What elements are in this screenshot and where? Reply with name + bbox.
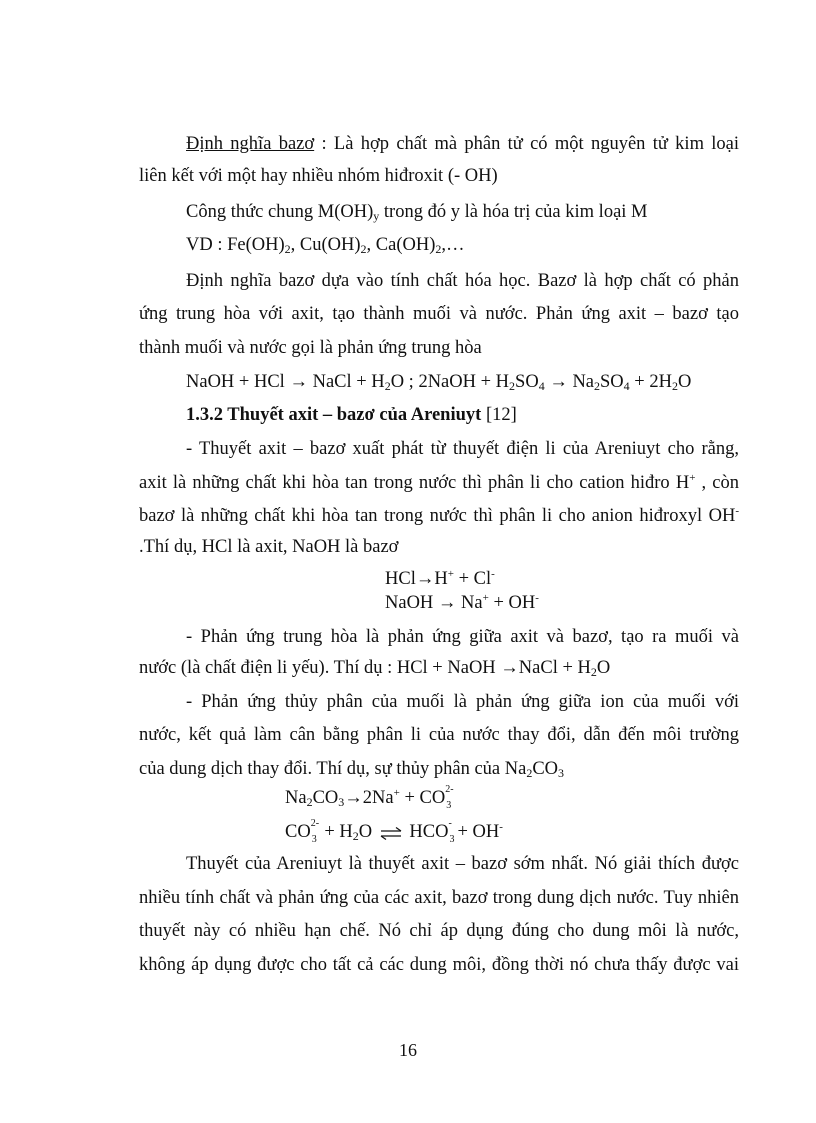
hcl-dissociation-equation: HCl→H+ + Cl- bbox=[385, 568, 495, 589]
example-line: VD : $Fe(OH)_2$, $Cu(OH)_2$, $Ca(OH)_2,\dots$ bbox=[186, 235, 465, 256]
theory-line-2: axit là những chất khi hòa tan trong nước thì phân li cho cation hiđro H+ , còn bbox=[139, 472, 739, 493]
arrow-icon: → bbox=[437, 593, 457, 613]
definition-line-2: liên kết với một hay nhiều nhóm hiđroxit (- OH) bbox=[139, 166, 498, 186]
neutral-line-2: nước (là chất điện li yếu). Thí dụ : HCl + NaOH →NaCl + $H_2O$ bbox=[139, 658, 611, 679]
naoh-dissociation-equation: NaOH → Na+ + OH- bbox=[385, 592, 539, 613]
conclusion-line-4: không áp dụng được cho tất cả các dung môi, đồng thời nó chưa thấy được vai bbox=[139, 955, 739, 975]
carbonate-hydrolysis-equation: CO 2- 3 + $H_2O$ HCO - 3 + OH- bbox=[285, 817, 503, 845]
theory-line-3: bazơ là những chất khi hòa tan trong nước thì phân li cho anion hiđroxyl OH- bbox=[139, 505, 739, 526]
definition-line-1: Định nghĩa bazơ : Là hợp chất mà phân tử có một nguyên tử kim loại bbox=[186, 134, 739, 154]
arrow-icon: → bbox=[289, 372, 308, 392]
theory-line-1: - Thuyết axit – bazơ xuất phát từ thuyết điện li của Areniuyt cho rằng, bbox=[186, 439, 739, 459]
chem-def-line-2: ứng trung hòa với axit, tạo thành muối và nước. Phản ứng axit – bazơ tạo bbox=[139, 304, 739, 324]
hydrolysis-line-1: - Phản ứng thủy phân của muối là phản ứng giữa ion của muối với bbox=[186, 692, 739, 712]
hydrolysis-line-2: nước, kết quả làm cân bằng phân li của nước thay đổi, dẫn đến môi trường bbox=[139, 725, 739, 745]
chem-def-line-3: thành muối và nước gọi là phản ứng trung hòa bbox=[139, 338, 482, 358]
section-heading: 1.3.2 Thuyết axit – bazơ của Areniuyt [12] bbox=[186, 405, 517, 425]
na2co3-dissociation-equation: $Na_2CO_3\to 2Na^+$ + CO 2- 3 bbox=[285, 783, 454, 811]
conclusion-line-2: nhiều tính chất và phản ứng của các axit, bazơ trong dung dịch nước. Tuy nhiên bbox=[139, 888, 739, 908]
page-number: 16 bbox=[399, 1040, 417, 1060]
hydrolysis-line-3: của dung dịch thay đổi. Thí dụ, sự thủy phân của $Na_2CO_3$ bbox=[139, 759, 565, 780]
definition-term: Định nghĩa bazơ bbox=[186, 134, 315, 154]
arrow-icon: → bbox=[549, 372, 568, 392]
general-formula-line: Công thức chung $M(OH)_y$ trong đó y là hóa trị của kim loại M bbox=[186, 202, 648, 223]
neutralization-equations: NaOH + HCl → NaCl + $H_2O$ ; 2NaOH + $H_2SO_4 \to Na_2SO_4 + 2H_2O$ bbox=[186, 372, 692, 393]
theory-line-4: .Thí dụ, HCl là axit, NaOH là bazơ bbox=[139, 537, 399, 557]
arrow-icon: → bbox=[500, 658, 519, 678]
equilibrium-arrow-icon bbox=[380, 826, 402, 840]
chem-def-line-1: Định nghĩa bazơ dựa vào tính chất hóa học. Bazơ là hợp chất có phản bbox=[186, 271, 739, 291]
neutral-line-1: - Phản ứng trung hòa là phản ứng giữa axit và bazơ, tạo ra muối và bbox=[186, 627, 739, 647]
conclusion-line-1: Thuyết của Areniuyt là thuyết axit – bazơ sớm nhất. Nó giải thích được bbox=[186, 854, 739, 874]
arrow-icon: → bbox=[415, 569, 435, 589]
arrow-icon: → bbox=[344, 788, 363, 808]
conclusion-line-3: thuyết này có nhiều hạn chế. Nó chỉ áp dụng đúng cho dung môi là nước, bbox=[139, 921, 739, 941]
